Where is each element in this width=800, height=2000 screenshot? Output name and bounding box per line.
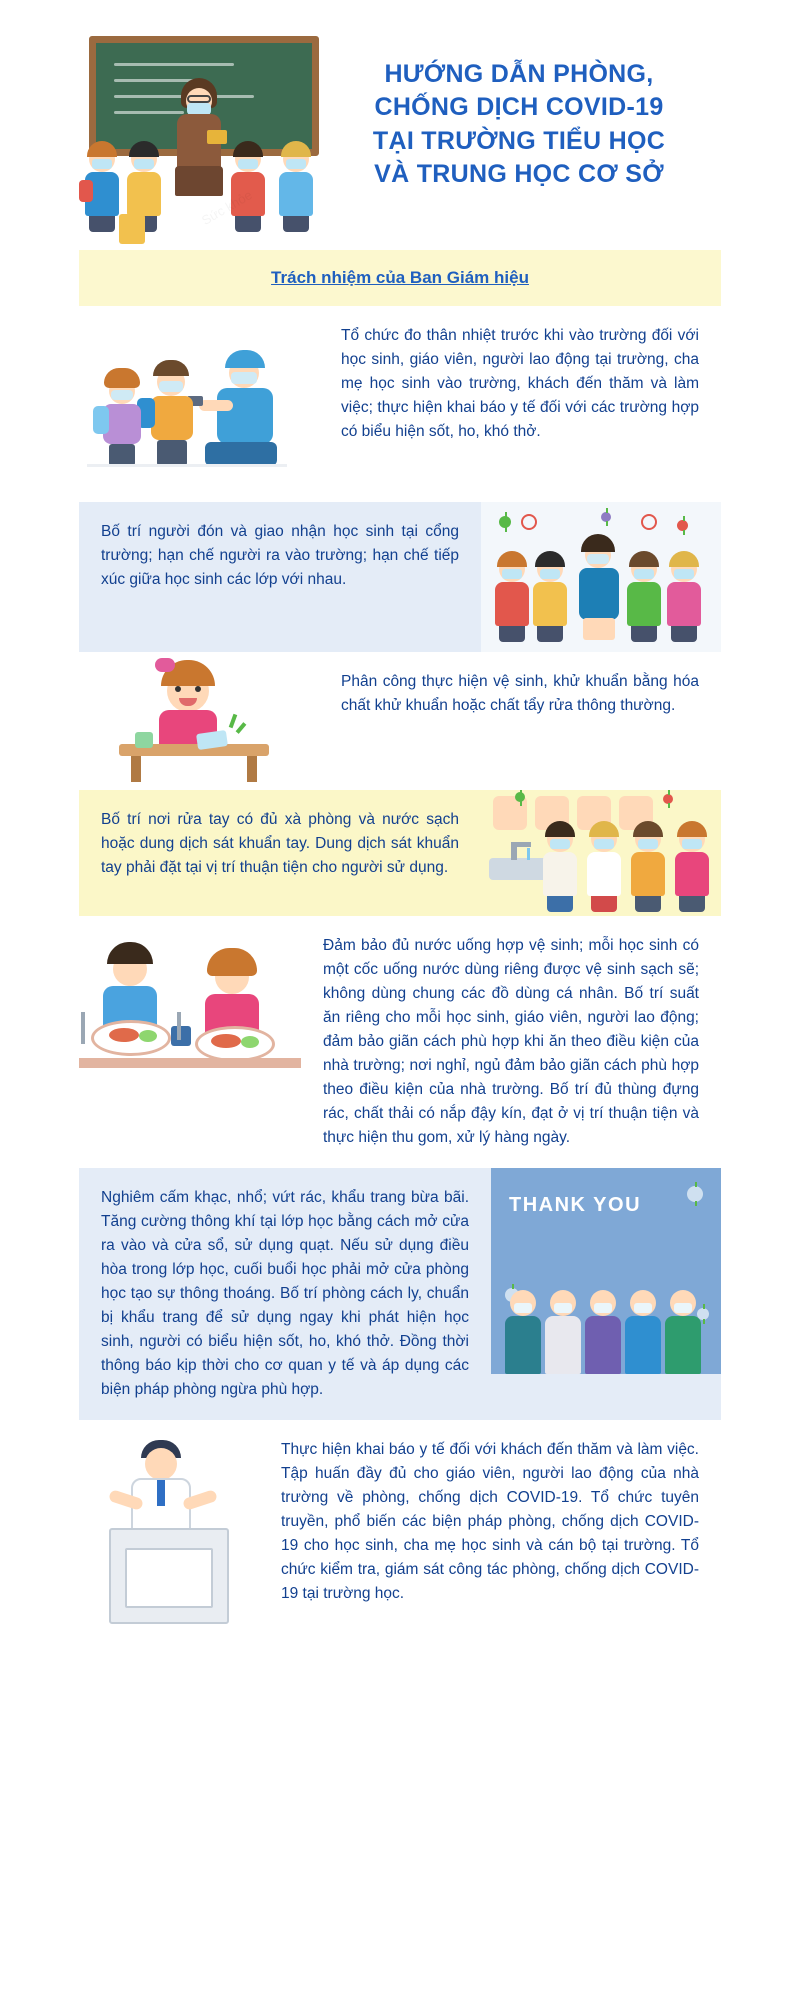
section-subtitle: [79, 250, 721, 306]
medical-staff-figure: [585, 1290, 621, 1374]
teacher-legs: [583, 618, 615, 640]
fork-icon: [81, 1012, 85, 1044]
eye: [175, 686, 181, 692]
student-figure: [491, 556, 533, 642]
knife-icon: [177, 1012, 181, 1040]
food-icon: [109, 1028, 139, 1042]
food-icon: [139, 1030, 157, 1042]
student-figure: [663, 556, 705, 642]
section-1-text: Tổ chức đo thân nhiệt trước khi vào trường đối với học sinh, giáo viên, người lao động tại trường, cha mẹ học sinh vào trường, khách đến thăm và làm việc; thực hiện khai báo y tế đối với các trường hợp có biểu hiện sốt, ho, khó thở.: [341, 327, 699, 441]
section-4-text: Bố trí nơi rửa tay có đủ xà phòng và nước sạch hoặc dung dịch sát khuẩn tay. Dung dịch sát khuẩn tay phải đặt tại vị trí thuận tiện cho người sử dụng.: [101, 811, 459, 877]
virus-icon: [499, 516, 511, 528]
table: [79, 1058, 301, 1068]
virus-icon: [687, 1186, 703, 1202]
podium-panel: [125, 1548, 213, 1608]
student-figure: [81, 146, 123, 232]
section-4: [79, 790, 721, 916]
infographic: [79, 20, 721, 1630]
nurse-mask: [231, 372, 257, 384]
classroom-illustration: [79, 20, 349, 250]
student-figure: [275, 146, 317, 232]
teacher-and-students-illustration: [481, 502, 721, 652]
cup-icon: [171, 1026, 191, 1046]
girl-cleaning-desk-illustration: [79, 652, 319, 790]
title-line-3: TẠI TRƯỜNG TIỂU HỌC: [372, 126, 666, 155]
student-mask: [111, 390, 133, 400]
title-line-4: VÀ TRUNG HỌC CƠ SỞ: [374, 159, 664, 188]
ground-line: [87, 464, 287, 467]
medical-staff-figure: [505, 1290, 541, 1374]
title-line-2: CHỐNG DỊCH COVID-19: [374, 93, 664, 122]
handwashing-illustration: [481, 790, 721, 916]
virus-icon: [515, 792, 525, 802]
sponge-icon: [135, 732, 153, 748]
teacher-figure: [167, 78, 231, 198]
medical-staff-figure: [545, 1290, 581, 1374]
section-3-text: Phân công thực hiện vệ sinh, khử khuẩn bằng hóa chất khử khuẩn hoặc chất tẩy rửa thông thường.: [341, 673, 699, 715]
water-stream: [527, 848, 530, 860]
no-entry-icon: [521, 514, 537, 530]
title-line-1: HƯỚNG DẪN PHÒNG,: [384, 60, 654, 88]
section-2: [79, 502, 721, 652]
student-figure: [529, 556, 571, 642]
section-7-text: Thực hiện khai báo y tế đối với khách đến thăm và làm việc. Tập huấn đầy đủ cho giáo viên, người lao động của nhà trường về phòng, chống dịch COVID-19. Tổ chức tuyên truyền, phổ biến các biện pháp phòng, chống dịch COVID-19 cho học sinh, cha mẹ học sinh và cán bộ tại trường. Tổ chức kiểm tra, giám sát công tác phòng, chống dịch COVID-19 tại trường học.: [281, 1441, 699, 1603]
nurse-legs: [205, 442, 277, 466]
section-2-text: Bố trí người đón và giao nhận học sinh tại cổng trường; hạn chế người ra vào trường; hạn chế tiếp xúc giữa học sinh các lớp với nhau.: [101, 523, 459, 589]
speaker-tie: [157, 1480, 165, 1506]
child-figure: [627, 826, 669, 912]
nurse-hair: [225, 350, 265, 368]
section-3: [79, 652, 721, 790]
food-icon: [241, 1036, 259, 1048]
desk-leg: [131, 756, 141, 782]
backpack-icon: [93, 406, 109, 434]
virus-icon: [677, 520, 688, 531]
student-legs: [109, 444, 135, 466]
students-eating-illustration: [79, 916, 301, 1166]
child-figure: [583, 826, 625, 912]
section-5: [79, 916, 721, 1168]
hair-bow-icon: [155, 658, 175, 672]
faucet-spout: [511, 842, 531, 847]
child-figure: [671, 826, 713, 912]
section-5-text: Đảm bảo đủ nước uống hợp vệ sinh; mỗi học sinh có một cốc uống nước dùng riêng được vệ sinh sạch sẽ; không dùng chung các đồ dùng cá nhân. Bố trí suất ăn riêng cho mỗi học sinh, giáo viên, người lao động; đảm bảo giãn cách phù hợp khi ăn theo điều kiện của nhà trường; nơi nghỉ, ngủ đảm bảo giãn cách phù hợp theo điều kiện của nhà trường. Bố trí đủ thùng đựng rác, chất thải có nắp đậy kín, đạt ở vị trí thuận tiện và thực hiện thu gom, xử lý hàng ngày.: [323, 937, 699, 1147]
teacher-mask: [587, 554, 609, 564]
nurse-body: [217, 388, 273, 444]
no-entry-icon: [641, 514, 657, 530]
food-icon: [211, 1034, 241, 1048]
section-6: [79, 1168, 721, 1420]
page-title: [329, 58, 709, 191]
backpack-icon: [119, 214, 145, 244]
section-1: [79, 306, 721, 502]
student-mask: [159, 381, 183, 392]
motion-line: [236, 722, 247, 734]
section-7: [79, 1420, 721, 1630]
virus-icon: [663, 794, 673, 804]
speaker-head: [145, 1448, 177, 1480]
section-6-text: Nghiêm cấm khạc, nhổ; vứt rác, khẩu trang bừa bãi. Tăng cường thông khí tại lớp học bằng cách mở cửa ra vào và cửa sổ, sử dụng quạt. Nếu sử dụng điều hòa trong lớp học, cuối buổi học phải mở cửa phòng học tạo sự thông thoáng. Bố trí phòng cách ly, chuẩn bị khẩu trang để sử dụng ngay khi phát hiện học sinh, người có biểu hiện sốt, ho, khó thở. Đồng thời thông báo kịp thời cho cơ quan y tế và áp dụng các biện pháp phòng ngừa phù hợp.: [101, 1189, 469, 1399]
medical-staff-figure: [665, 1290, 701, 1374]
student-hair: [104, 368, 140, 388]
desk-leg: [247, 756, 257, 782]
student-hair: [153, 360, 189, 376]
medical-staff-figure: [625, 1290, 661, 1374]
virus-icon: [601, 512, 611, 522]
medical-staff-thank-you-illustration: [491, 1168, 721, 1374]
subtitle-text: Trách nhiệm của Ban Giám hiệu: [271, 268, 529, 287]
speaker-at-podium-illustration: [79, 1420, 259, 1630]
temperature-check-illustration: [79, 306, 319, 502]
teacher-body: [579, 568, 619, 620]
header: [79, 20, 721, 250]
teacher-hair: [581, 534, 615, 552]
nurse-arm: [199, 400, 233, 411]
thank-you-caption: THANK YOU: [509, 1194, 642, 1217]
eye: [195, 686, 201, 692]
student-legs: [157, 440, 187, 466]
child-figure: [539, 826, 581, 912]
boy-hair: [107, 942, 153, 964]
motion-line: [229, 714, 238, 729]
student-figure: [227, 146, 269, 232]
student-figure: [623, 556, 665, 642]
girl-hair: [207, 948, 257, 976]
student-body: [151, 396, 193, 440]
